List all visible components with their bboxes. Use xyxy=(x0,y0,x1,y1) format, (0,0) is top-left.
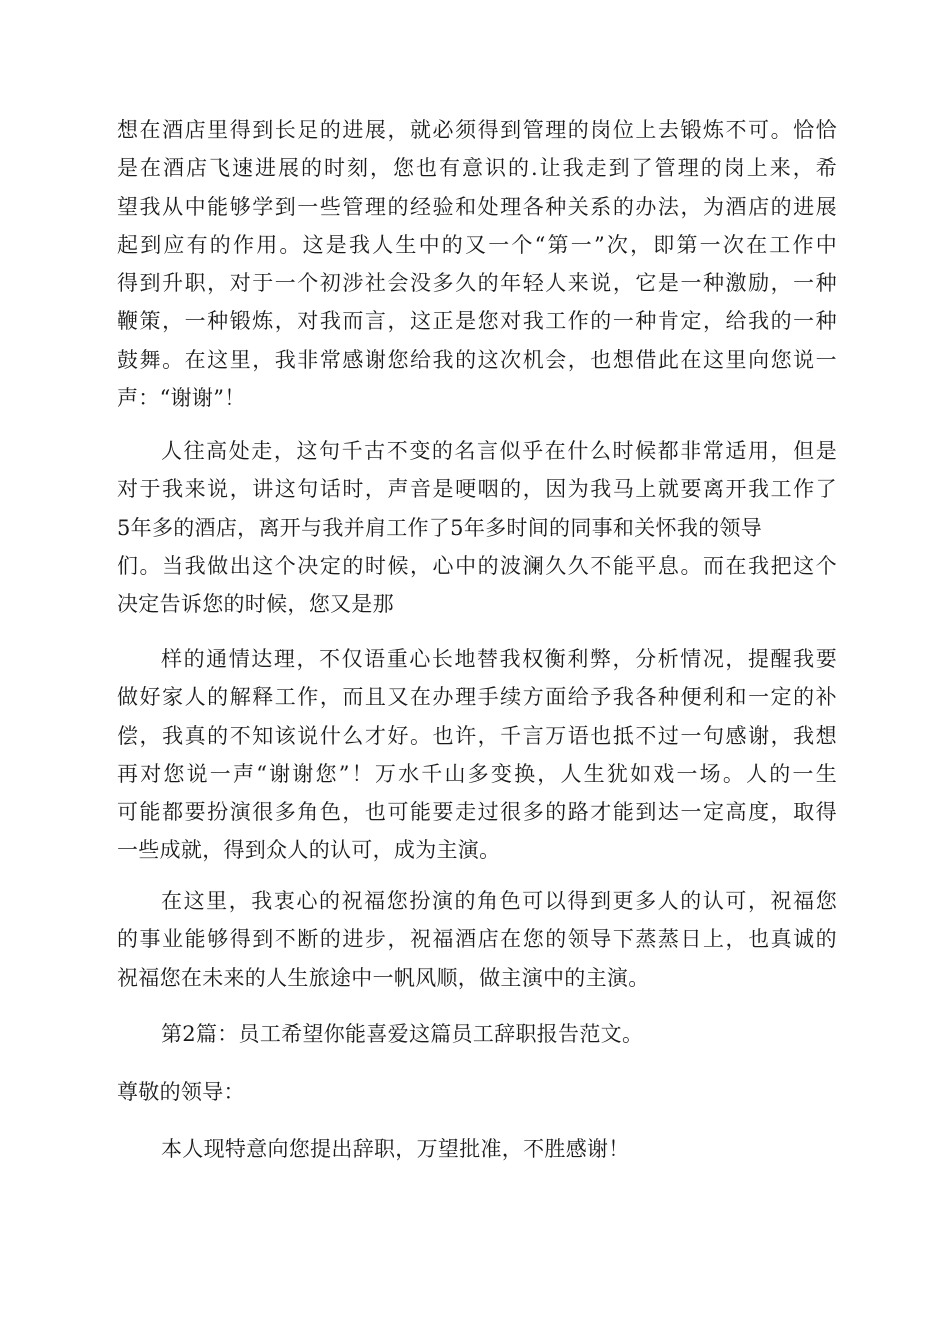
paragraph-line: 祝福您在未来的人生旅途中一帆风顺，做主演中的主演。 xyxy=(117,965,650,990)
paragraph-line: 做好家人的解释工作，而且又在办理手续方面给予我各种便利和一定的补 xyxy=(117,685,837,710)
paragraph-3 xyxy=(117,640,837,870)
paragraph-line: 在这里，我衷心的祝福您扮演的角色可以得到更多人的认可，祝福您 xyxy=(161,889,837,913)
paragraph-line: 鞭策，一种锻炼，对我而言，这正是您对我工作的一种肯定，给我的一种 xyxy=(117,309,837,334)
paragraph-line: 可能都要扮演很多角色，也可能要走过很多的路才能到达一定高度，取得 xyxy=(117,800,837,825)
paragraph-line: 是在酒店飞速进展的时刻，您也有意识的.让我走到了管理的岗上来，希 xyxy=(117,156,837,181)
paragraph-line: 5年多的酒店，离开与我并肩工作了5年多时间的同事和关怀我的领导 xyxy=(117,515,763,540)
section-title: 第2篇：员工希望你能喜爱这篇员工辞职报告范文。 xyxy=(161,1022,644,1046)
paragraph-line: 再对您说一声“谢谢您”！万水千山多变换，人生犹如戏一场。人的一生 xyxy=(117,761,837,786)
paragraph-line: 的事业能够得到不断的进步，祝福酒店在您的领导下蒸蒸日上，也真诚的 xyxy=(117,927,837,952)
paragraph-1 xyxy=(117,111,837,417)
paragraph-line: 人往高处走，这句千古不变的名言似乎在什么时候都非常适用，但是 xyxy=(161,439,837,463)
section-heading xyxy=(117,1015,837,1053)
paragraph-line: 想在酒店里得到长足的进展，就必须得到管理的岗位上去锻炼不可。恰恰 xyxy=(117,118,837,142)
paragraph-line: 样的通情达理，不仅语重心长地替我权衡利弊，分析情况，提醒我要 xyxy=(161,647,837,671)
paragraph-4 xyxy=(117,882,837,997)
paragraph-line: 决定告诉您的时候，您又是那 xyxy=(117,592,394,617)
paragraph-line: 本人现特意向您提出辞职，万望批准，不胜感谢！ xyxy=(161,1137,630,1161)
paragraph-line: 得到升职，对于一个初涉社会没多久的年轻人来说，它是一种激励，一种 xyxy=(117,271,837,296)
opening-paragraph xyxy=(117,1130,837,1168)
paragraph-line: 起到应有的作用。这是我人生中的又一个“第一”次，即第一次在工作中 xyxy=(117,232,837,257)
paragraph-2 xyxy=(117,432,837,623)
salutation xyxy=(117,1073,837,1111)
salutation-text: 尊敬的领导： xyxy=(117,1080,245,1104)
paragraph-line: 们。当我做出这个决定的时候，心中的波澜久久不能平息。而在我把这个 xyxy=(117,553,837,578)
paragraph-line: 望我从中能够学到一些管理的经验和处理各种关系的办法，为酒店的进展 xyxy=(117,194,837,219)
paragraph-line: 一些成就，得到众人的认可，成为主演。 xyxy=(117,838,501,863)
paragraph-line: 声：“谢谢”！ xyxy=(117,386,246,411)
paragraph-line: 偿，我真的不知该说什么才好。也许，千言万语也抵不过一句感谢，我想 xyxy=(117,723,837,748)
paragraph-line: 鼓舞。在这里，我非常感谢您给我的这次机会，也想借此在这里向您说一 xyxy=(117,347,837,372)
paragraph-line: 对于我来说，讲这句话时，声音是哽咽的，因为我马上就要离开我工作了 xyxy=(117,477,837,502)
